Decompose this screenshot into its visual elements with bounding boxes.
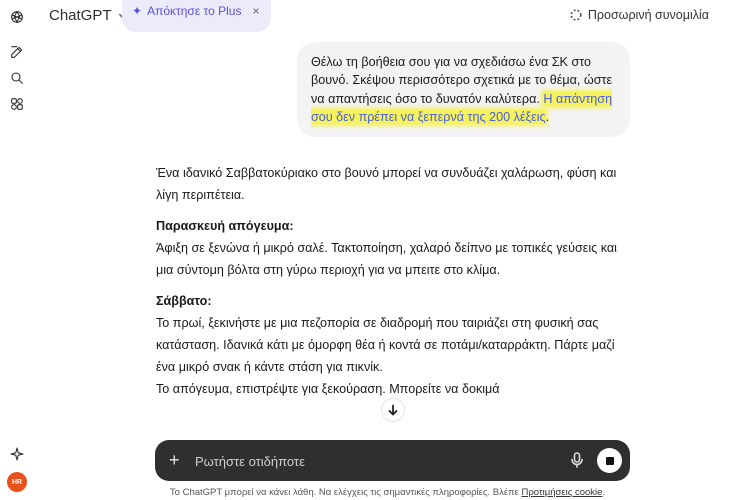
- friday-heading: Παρασκευή απόγευμα:: [156, 219, 294, 233]
- model-name: ChatGPT: [49, 7, 112, 24]
- saturday-heading: Σάββατο:: [156, 294, 212, 308]
- upgrade-plus-button[interactable]: [122, 0, 271, 32]
- friday-text: Άφιξη σε ξενώνα ή μικρό σαλέ. Τακτοποίηση, χαλαρό δείπνο με τοπικές γεύσεις και μια σύντομη βόλτα στη γύρω περιοχή για να μπειτε στο κλίμα.: [156, 241, 617, 277]
- openai-logo-icon[interactable]: [5, 5, 29, 29]
- microphone-button[interactable]: [570, 452, 586, 470]
- left-rail: [0, 0, 34, 500]
- sparkle-icon[interactable]: [5, 442, 29, 466]
- cookie-preferences-link[interactable]: Προτιμήσεις cookie: [521, 487, 603, 498]
- model-selector[interactable]: [49, 7, 127, 24]
- saturday-section: [156, 290, 636, 400]
- user-message-bubble: [297, 42, 630, 137]
- stop-generating-button[interactable]: [597, 448, 622, 473]
- new-chat-icon[interactable]: [5, 40, 29, 64]
- top-header: [34, 0, 741, 34]
- disclaimer-footer: [0, 487, 741, 498]
- disclaimer-text: Το ChatGPT μπορεί να κάνει λάθη. Να ελέγχεις τις σημαντικές πληροφορίες. Βλέπε: [169, 487, 522, 498]
- user-message-text: Θέλω τη βοήθεια σου για να σχεδιάσω ένα ΣΚ στο βουνό. Σκέψου περισσότερο σχετικά με το θέμα, ώστε να απαντήσεις όσο το δυνατόν καλύτερα.: [311, 55, 613, 106]
- explore-gpts-icon[interactable]: [5, 92, 29, 116]
- message-composer: [155, 440, 630, 481]
- saturday-text-2: Το απόγευμα, επιστρέψτε για ξεκούραση. Μπορείτε να δοκιμά: [156, 382, 500, 396]
- sparkle-icon: ✦: [132, 4, 143, 18]
- add-attachment-button[interactable]: +: [169, 450, 180, 470]
- arrow-down-icon: [387, 404, 399, 416]
- temporary-chat-label: Προσωρινή συνομιλία: [587, 8, 709, 22]
- scroll-down-button[interactable]: [381, 398, 405, 422]
- saturday-text: Το πρωί, ξεκινήστε με μια πεζοπορία σε διαδρομή που ταιριάζει στη φυσική σας κατάσταση. Ιδανικά κάτι με όμορφη θέα ή κοντά σε ποτάμι/καταρράκτη. Πάρτε μαζί ένα μικρό σνακ ή κάντε στάση για πικνίκ.: [156, 316, 615, 374]
- temporary-chat-button[interactable]: [570, 8, 709, 22]
- avatar[interactable]: HR: [7, 472, 27, 492]
- close-icon[interactable]: ×: [252, 4, 260, 18]
- disclaimer-end: .: [602, 487, 606, 498]
- upgrade-label: Απόκτησε το Plus: [147, 4, 242, 18]
- search-icon[interactable]: [5, 66, 29, 90]
- user-message-highlight: Η απάντηση σου δεν πρέπει να ξεπερνά της 200 λέξεις: [311, 91, 613, 125]
- assistant-message: [156, 162, 636, 400]
- friday-section: [156, 215, 636, 281]
- dashed-circle-icon: [570, 9, 582, 21]
- stop-icon: [606, 457, 614, 465]
- user-message-end: .: [545, 110, 550, 125]
- prompt-input[interactable]: [195, 451, 555, 471]
- answer-intro: Ένα ιδανικό Σαββατοκύριακο στο βουνό μπορεί να συνδυάζει χαλάρωση, φύση και λίγη περιπέτεια.: [156, 166, 617, 202]
- microphone-icon: [570, 452, 584, 468]
